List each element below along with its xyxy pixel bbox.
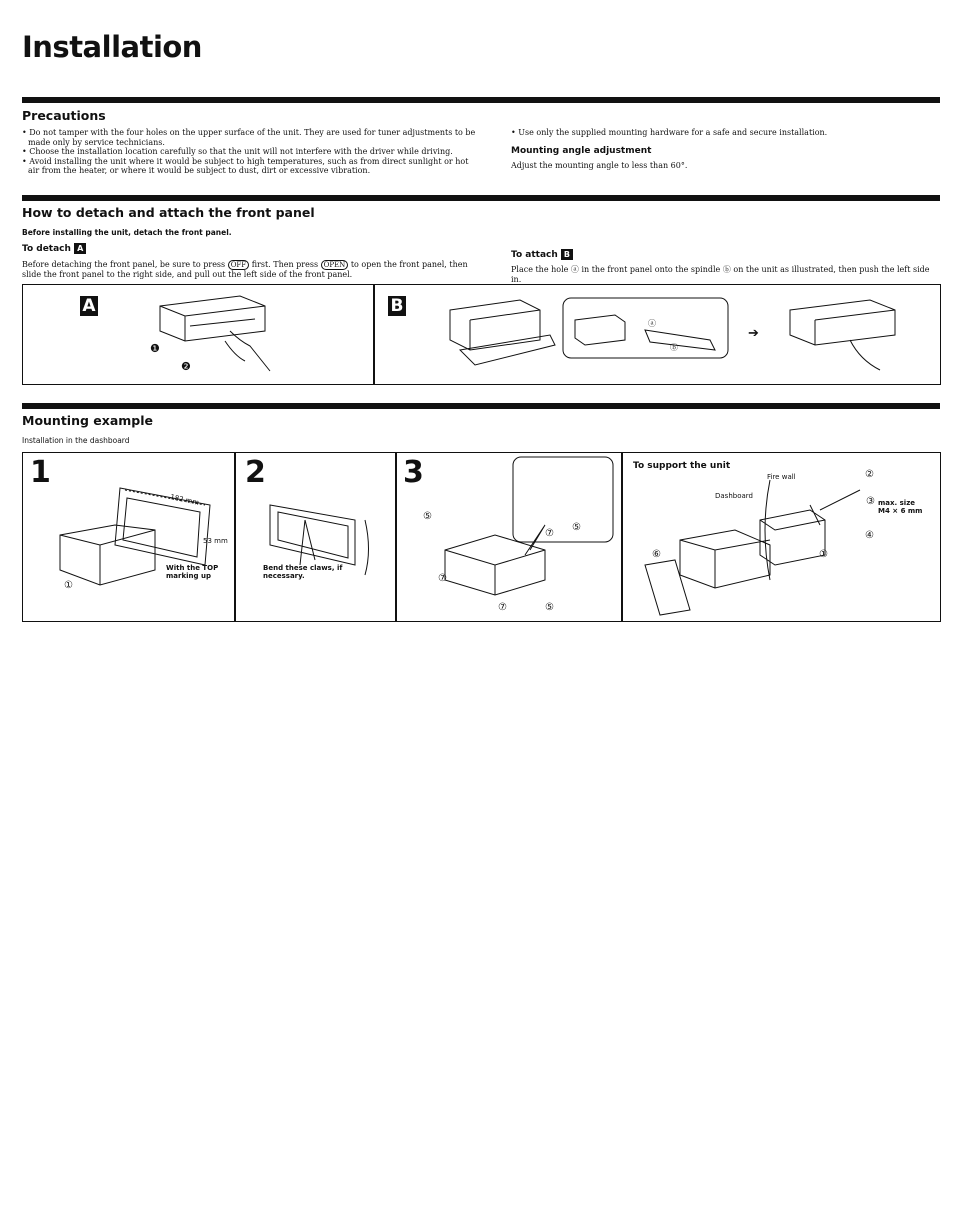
part-marker: ④ <box>865 530 874 541</box>
off-key: OFF <box>228 260 249 270</box>
section-divider <box>22 403 940 409</box>
support-illustration <box>640 470 870 620</box>
detach-text-2: first. Then press <box>251 260 319 269</box>
badge-a: A <box>74 243 86 254</box>
mounting-heading: Mounting example <box>22 413 153 428</box>
precaution-item: • Choose the installation location carefully so that the unit will not interfere with the driver while driving. <box>22 147 482 157</box>
attach-illustration <box>430 290 910 380</box>
part-1-marker: ① <box>64 580 73 591</box>
spindle-b-marker: ⓑ <box>670 343 678 352</box>
dashboard-label: Dashboard <box>715 492 753 500</box>
section-divider <box>22 97 940 103</box>
detach-heading-text: To detach <box>22 244 71 254</box>
part-marker: ⑤ <box>572 522 581 533</box>
precautions-heading: Precautions <box>22 108 106 123</box>
part-marker: ② <box>865 469 874 480</box>
detach-text-1: Before detaching the front panel, be sure to press <box>22 260 226 269</box>
part-marker: ⑦ <box>438 573 447 584</box>
attach-heading <box>511 249 573 260</box>
front-panel-intro: Before installing the unit, detach the front panel. <box>22 228 232 237</box>
section-divider <box>22 195 940 201</box>
precautions-list-right <box>511 128 931 138</box>
part-marker: ⑤ <box>545 602 554 613</box>
precaution-item: • Use only the supplied mounting hardware for a safe and secure installation. <box>511 128 931 138</box>
part-marker: ⑦ <box>545 528 554 539</box>
detach-illustration <box>140 286 300 382</box>
angle-text: Adjust the mounting angle to less than 60°. <box>511 161 688 170</box>
detach-text <box>22 260 477 280</box>
part-marker: ⑥ <box>652 549 661 560</box>
attach-heading-text: To attach <box>511 250 558 260</box>
arrow-icon: ➔ <box>748 326 759 341</box>
part-marker: ⑦ <box>498 602 507 613</box>
angle-heading: Mounting angle adjustment <box>511 146 652 156</box>
part-marker: ⑤ <box>423 511 432 522</box>
step1-note: With the TOP marking up <box>166 564 219 580</box>
dimension-height: 53 mm <box>203 537 228 545</box>
fire-wall-label: Fire wall <box>767 473 796 481</box>
step-1-marker: ❶ <box>150 342 160 355</box>
page-title: Installation <box>22 30 202 64</box>
screw-size-label: max. size M4 × 6 mm <box>878 499 923 515</box>
precaution-item: • Do not tamper with the four holes on the upper surface of the unit. They are used for tuner adjustments to be made only by service technicians. <box>22 128 482 147</box>
step3-illustration <box>415 455 620 615</box>
detach-heading <box>22 243 86 254</box>
hole-a-marker: ⓐ <box>648 319 656 328</box>
detach-text-3: to open the front panel, then slide the front panel to the right side, and pull out the left side of the front panel. <box>22 260 468 279</box>
part-marker: ① <box>819 549 828 560</box>
front-panel-heading: How to detach and attach the front panel <box>22 205 315 220</box>
mounting-sub: Installation in the dashboard <box>22 436 130 445</box>
precautions-list <box>22 128 482 176</box>
part-marker: ③ <box>866 496 875 507</box>
badge-b: B <box>561 249 573 260</box>
open-key: OPEN <box>321 260 349 270</box>
step-number: 2 <box>245 455 266 490</box>
attach-text: Place the hole ⓐ in the front panel onto the spindle ⓑ on the unit as illustrated, then push the left side in. <box>511 265 930 284</box>
step2-note: Bend these claws, if necessary. <box>263 564 343 580</box>
dimension-width: 182 mm <box>169 493 200 507</box>
figure-a-label: A <box>80 296 98 316</box>
step-number: 1 <box>30 455 51 490</box>
figure-b-label: B <box>388 296 406 316</box>
step-2-marker: ❷ <box>181 360 191 373</box>
support-heading: To support the unit <box>633 461 731 471</box>
step-number: 3 <box>403 455 424 490</box>
precaution-item: • Avoid installing the unit where it would be subject to high temperatures, such as from direct sunlight or hot air from the heater, or where it would be subject to dust, dirt or excessive vibration. <box>22 157 482 176</box>
